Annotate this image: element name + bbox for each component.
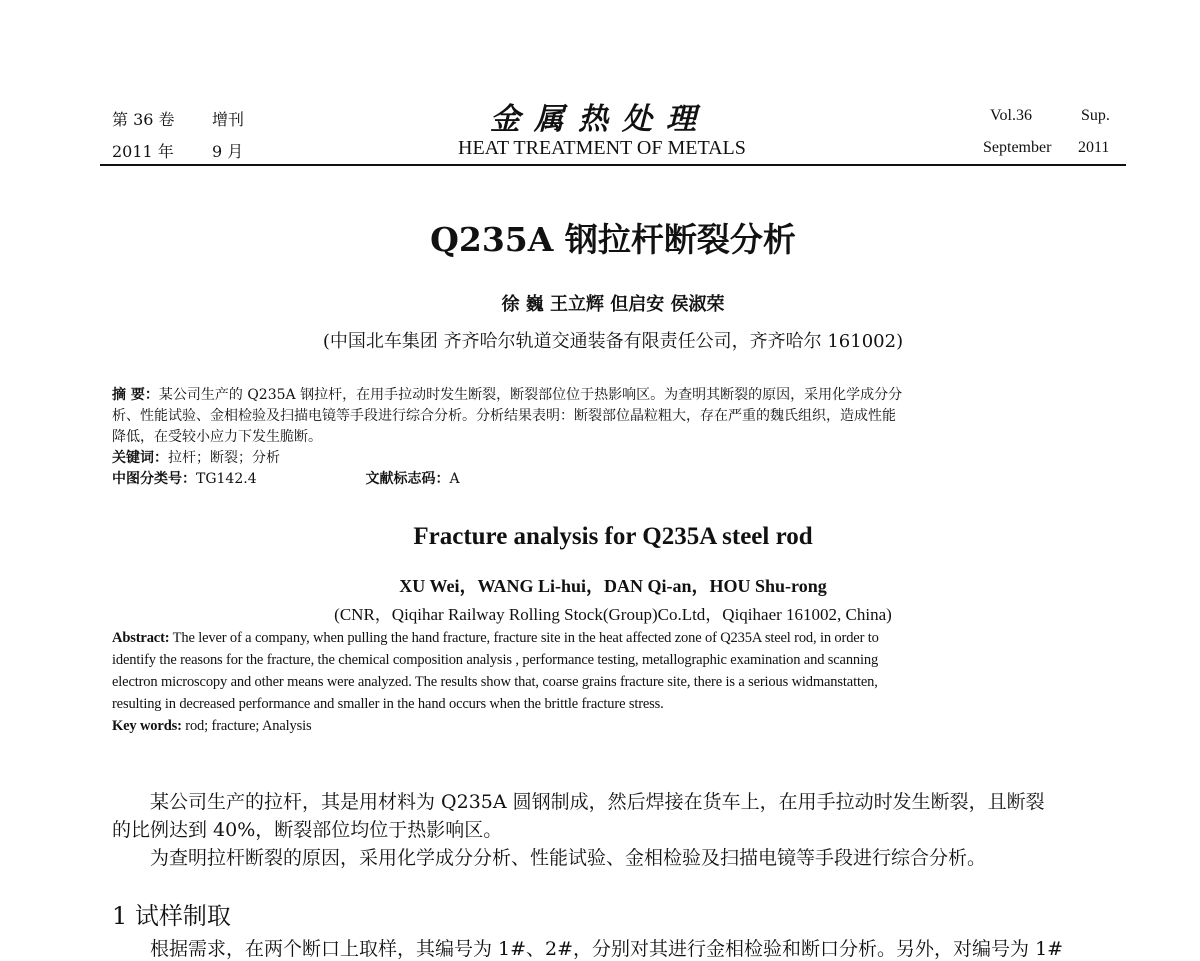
abstract-label-en: Abstract: [112,630,170,646]
abstract-en-line-1: The lever of a company, when pulling the hand fracture, fracture site in the heat affected zone of Q235A steel rod, in order to [172,630,879,646]
affiliation-cn: (中国北车集团 齐齐哈尔轨道交通装备有限责任公司，齐齐哈尔 161002) [322,331,904,352]
keywords-label-cn: 关键词： [112,450,168,466]
section-1-text: 根据需求，在两个断口上取样，其编号为 1#、2#，分别对其进行金相检验和断口分析。另外，对编号为 1# [150,938,1064,960]
abstract-label-cn: 摘 要： [112,387,159,403]
paper-title-en: Fracture analysis for Q235A steel rod [413,523,813,550]
keywords-en: rod; fracture; Analysis [185,718,312,734]
clc-label-cn: 中图分类号： [112,471,196,487]
abstract-en-line-4: resulting in decreased performance and smaller in the hand occurs when the brittle fracture stress. [112,696,664,712]
supplement-en: Sup. [1081,107,1110,124]
journal-name-cn: 金属热处理 [490,102,710,137]
abstract-cn [112,385,1132,490]
keywords-label-en: Key words: [112,718,182,734]
abstract-cn-line-1: 某公司生产的 Q235A 钢拉杆，在用手拉动时发生断裂，断裂部位位于热影响区。为查明其断裂的原因，采用化学成分分 [158,387,903,403]
header-rule [100,164,1126,166]
affiliation-en: (CNR，Qiqihar Railway Rolling Stock(Group)Co.Ltd，Qiqihaer 161002, China) [334,605,892,624]
intro-line-3: 为查明拉杆断裂的原因，采用化学成分分析、性能试验、金相检验及扫描电镜等手段进行综合分析。 [150,847,987,869]
section-1-heading: 1 试样制取 [112,902,231,930]
month-en: September [983,139,1052,156]
abstract-en [112,627,1132,737]
year-label-cn: 2011 年 [112,142,174,161]
volume-en: Vol.36 [990,107,1032,124]
doc-code: A [449,471,460,487]
journal-name-en: HEAT TREATMENT OF METALS [458,137,746,159]
intro-paragraph [112,788,1132,872]
supplement-label: 增刊 [212,110,245,129]
abstract-en-line-3: electron microscopy and other means were analyzed. The results show that, coarse grains fracture site, there is a serious widmanstatten, [112,674,878,690]
abstract-en-line-2: identify the reasons for the fracture, the chemical composition analysis , performance testing, metallographic examination and scanning [112,652,879,668]
volume-label: 第 36 卷 [112,110,175,129]
doc-code-label-cn: 文献标志码： [365,471,450,487]
keywords-cn: 拉杆；断裂；分析 [168,450,280,466]
authors-cn: 徐 巍 王立辉 但启安 侯淑荣 [501,294,725,315]
intro-line-2: 的比例达到 40%，断裂部位均位于热影响区。 [112,819,503,841]
abstract-cn-line-3: 降低，在受较小应力下发生脆断。 [112,429,322,445]
intro-line-1: 某公司生产的拉杆，其是用材料为 Q235A 圆钢制成，然后焊接在货车上，在用手拉动时发生断裂，且断裂 [150,791,1045,813]
clc-code: TG142.4 [196,471,257,487]
authors-en: XU Wei，WANG Li-hui，DAN Qi-an，HOU Shu-rong [399,576,827,596]
year-en: 2011 [1078,139,1110,156]
month-label-cn: 9 月 [212,142,244,161]
abstract-cn-line-2: 析、性能试验、金相检验及扫描电镜等手段进行综合分析。分析结果表明：断裂部位晶粒粗大，存在严重的魏氏组织，造成性能 [112,408,896,424]
paper-title-cn: Q235A 钢拉杆断裂分析 [430,220,796,259]
